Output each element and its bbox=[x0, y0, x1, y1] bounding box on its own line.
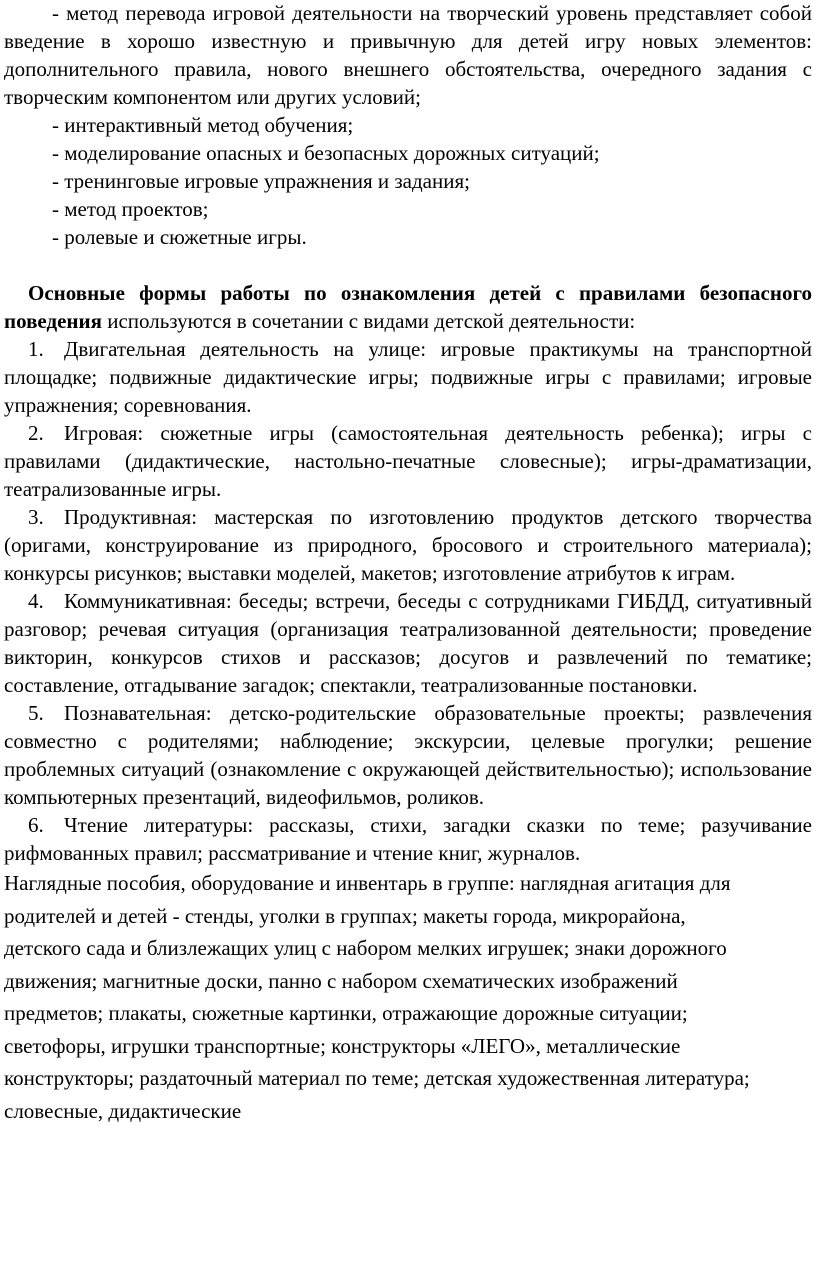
document-content bbox=[4, 0, 812, 1127]
numbered-item-1 bbox=[4, 335, 812, 419]
numbered-item-text: Коммуникативная: беседы; встречи, беседы с сотрудниками ГИБДД, ситуативный разговор; речевая ситуация (организация театрализованной деятельности; проведение викторин, конкурсов стихов и рассказов; досугов и развлечений по тематике; составление, отгадывание загадок; спектакли, театрализованные постановки. bbox=[4, 589, 812, 697]
numbered-item-3 bbox=[4, 503, 812, 587]
numbered-item-number: 5. bbox=[28, 701, 44, 725]
visual-aids-paragraph: Наглядные пособия, оборудование и инвентарь в группе: наглядная агитация для родителей и детей - стенды, уголки в группах; макеты города, микрорайона, детского сада и близлежащих улиц с набором мелких игрушек; знаки дорожного движения; магнитные доски, панно с набором схематических изображений предметов; плакаты, сюжетные картинки, отражающие дорожные ситуации; светофоры, игрушки транспортные; конструкторы «ЛЕГО», металлические конструкторы; раздаточный материал по теме; детская художественная литература; словесные, дидактические bbox=[4, 871, 750, 1123]
numbered-item-number: 2. bbox=[28, 421, 44, 445]
numbered-item-text: Продуктивная: мастерская по изготовлению продуктов детского творчества (оригами, конструирование из природного, бросового и строительного материала); конкурсы рисунков; выставки моделей, макетов; изготовление атрибутов к играм. bbox=[4, 505, 812, 585]
numbered-item-text: Чтение литературы: рассказы, стихи, загадки сказки по теме; разучивание рифмованных правил; рассматривание и чтение книг, журналов. bbox=[4, 813, 812, 865]
intro-item-3: - тренинговые игровые упражнения и задания; bbox=[52, 169, 470, 193]
section-heading-bold: Основные формы работы по ознакомления детей с правилами безопасного поведения bbox=[4, 281, 812, 333]
numbered-item-number: 3. bbox=[28, 505, 44, 529]
numbered-item-2 bbox=[4, 419, 812, 503]
intro-first-item: - метод перевода игровой деятельности на творческий уровень представляет собой введение в хорошо известную и привычную для детей игру новых элементов: дополнительного правила, нового внешнего обстоятельства, очередного задания с творческим компонентом или других условий; bbox=[4, 1, 812, 109]
numbered-item-4 bbox=[4, 587, 812, 699]
numbered-item-number: 4. bbox=[28, 589, 44, 613]
intro-item-4: - метод проектов; bbox=[52, 197, 209, 221]
section-heading-rest: используются в сочетании с видами детской деятельности: bbox=[101, 309, 636, 333]
paragraph-spacer bbox=[4, 251, 812, 279]
numbered-item-6 bbox=[4, 811, 812, 867]
intro-item-2: - моделирование опасных и безопасных дорожных ситуаций; bbox=[52, 141, 600, 165]
numbered-item-text: Познавательная: детско-родительские образовательные проекты; развлечения совместно с родителями; наблюдение; экскурсии, целевые прогулки; решение проблемных ситуаций (ознакомление с окружающей действительностью); использование компьютерных презентаций, видеофильмов, роликов. bbox=[4, 701, 812, 809]
numbered-item-text: Игровая: сюжетные игры (самостоятельная деятельность ребенка); игры с правилами (дидактические, настольно-печатные словесные); игры-драматизации, театрализованные игры. bbox=[4, 421, 812, 501]
numbered-item-number: 1. bbox=[28, 337, 44, 361]
section-heading-paragraph bbox=[4, 279, 812, 335]
numbered-item-5 bbox=[4, 699, 812, 811]
intro-item-5: - ролевые и сюжетные игры. bbox=[52, 225, 307, 249]
numbered-item-number: 6. bbox=[28, 813, 44, 837]
numbered-item-text: Двигательная деятельность на улице: игровые практикумы на транспортной площадке; подвижные дидактические игры; подвижные игры с правилами; игровые упражнения; соревнования. bbox=[4, 337, 812, 417]
intro-item-1: - интерактивный метод обучения; bbox=[52, 113, 354, 137]
